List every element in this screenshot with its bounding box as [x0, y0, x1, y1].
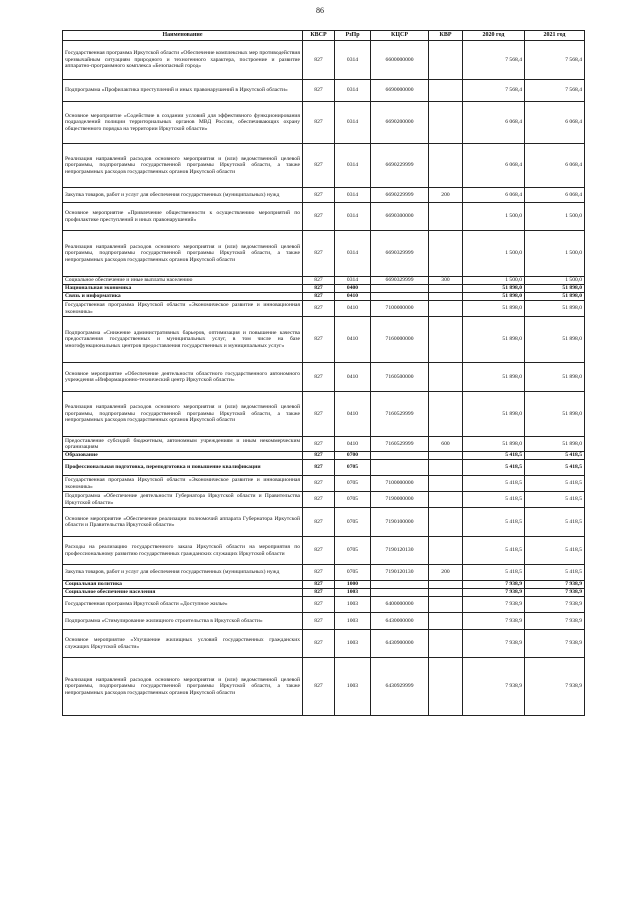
cell-2021: 7 938,9	[525, 589, 585, 597]
cell-kcsr: 7100000000	[371, 301, 429, 317]
cell-kvsr: 827	[303, 203, 335, 231]
cell-2021: 5 418,5	[525, 460, 585, 476]
cell-2020: 51 898,0	[463, 437, 525, 452]
cell-kvsr: 827	[303, 277, 335, 285]
cell-2020: 7 568,4	[463, 41, 525, 80]
cell-kvsr: 827	[303, 231, 335, 277]
cell-kcsr: 6430929999	[371, 658, 429, 716]
cell-2021: 7 938,9	[525, 630, 585, 658]
table-body	[63, 41, 585, 716]
cell-name: Закупка товаров, работ и услуг для обеспечения государственных (муниципальных) нужд	[63, 188, 303, 203]
cell-kvr: 600	[429, 437, 463, 452]
cell-kvsr: 827	[303, 492, 335, 508]
cell-name: Социальное обеспечение населения	[63, 589, 303, 597]
cell-name: Основное мероприятие «Содействие в создании условий для эффективного функционирования подразделений полиции территориальных органов МВД России, обеспечивающих охрану общественного порядка на территории Иркутской области»	[63, 102, 303, 144]
cell-kvr	[429, 203, 463, 231]
cell-rzpr: 0314	[335, 80, 371, 102]
table-row	[63, 188, 585, 203]
cell-kcsr: 6430000000	[371, 613, 429, 630]
cell-name: Профессиональная подготовка, переподготовка и повышение квалификации	[63, 460, 303, 476]
cell-2020: 1 500,0	[463, 277, 525, 285]
cell-name: Образование	[63, 452, 303, 460]
cell-name: Расходы на реализацию государственного заказа Иркутской области на мероприятия по профессиональному развитию государственных гражданских служащих Иркутской области	[63, 537, 303, 565]
cell-2021: 51 898,0	[525, 392, 585, 437]
cell-kvr	[429, 658, 463, 716]
cell-2020: 5 418,5	[463, 460, 525, 476]
cell-name: Реализация направлений расходов основного мероприятия и (или) ведомственной целевой программы, подпрограммы государственной программы Иркутской области, а также непрограммных расходов государственных органов Иркутской области	[63, 392, 303, 437]
cell-2020: 7 568,4	[463, 80, 525, 102]
cell-kvsr: 827	[303, 102, 335, 144]
cell-2021: 6 068,4	[525, 188, 585, 203]
table-row	[63, 492, 585, 508]
cell-2020: 6 068,4	[463, 102, 525, 144]
cell-2020: 1 500,0	[463, 231, 525, 277]
cell-rzpr: 0410	[335, 317, 371, 363]
cell-kvr	[429, 317, 463, 363]
table-row	[63, 231, 585, 277]
cell-rzpr: 0314	[335, 277, 371, 285]
cell-name: Государственная программа Иркутской области «Экономическое развитие и инновационная экономика»	[63, 476, 303, 492]
cell-2020: 7 938,9	[463, 630, 525, 658]
cell-kcsr	[371, 460, 429, 476]
cell-2021: 6 068,4	[525, 102, 585, 144]
cell-name: Подпрограмма «Стимулирование жилищного строительства в Иркутской области»	[63, 613, 303, 630]
cell-rzpr: 0705	[335, 508, 371, 537]
cell-name: Подпрограмма «Профилактика преступлений и иных правонарушений в Иркутской области»	[63, 80, 303, 102]
cell-2021: 1 500,0	[525, 203, 585, 231]
cell-rzpr: 0314	[335, 188, 371, 203]
cell-name: Государственная программа Иркутской области «Обеспечение комплексных мер противодействия чрезвычайным ситуациям природного и техногенного характера, построение и развитие аппаратно-программного комплекса «Безопасный город»	[63, 41, 303, 80]
cell-kcsr	[371, 589, 429, 597]
cell-rzpr: 1003	[335, 597, 371, 613]
cell-2020: 51 898,0	[463, 363, 525, 392]
cell-name: Основное мероприятие «Улучшение жилищных условий государственных гражданских служащих Иркутской области»	[63, 630, 303, 658]
cell-kvsr: 827	[303, 437, 335, 452]
table-row	[63, 589, 585, 597]
cell-kvsr: 827	[303, 613, 335, 630]
cell-kvr	[429, 293, 463, 301]
cell-kvsr: 827	[303, 597, 335, 613]
cell-kvsr: 827	[303, 581, 335, 589]
cell-kcsr	[371, 285, 429, 293]
header-kcsr: КЦСР	[371, 31, 429, 41]
cell-kvsr: 827	[303, 589, 335, 597]
cell-kvsr: 827	[303, 363, 335, 392]
cell-rzpr: 0705	[335, 565, 371, 581]
cell-kvr	[429, 363, 463, 392]
cell-kcsr: 7190100000	[371, 508, 429, 537]
table-row	[63, 452, 585, 460]
cell-kcsr: 6600000000	[371, 41, 429, 80]
cell-rzpr: 0705	[335, 492, 371, 508]
cell-2020: 7 938,9	[463, 613, 525, 630]
cell-2020: 1 500,0	[463, 203, 525, 231]
cell-rzpr: 0410	[335, 392, 371, 437]
table-row	[63, 203, 585, 231]
header-2020: 2020 год	[463, 31, 525, 41]
cell-2020: 5 418,5	[463, 452, 525, 460]
table-row	[63, 581, 585, 589]
cell-rzpr: 0700	[335, 452, 371, 460]
cell-2021: 5 418,5	[525, 537, 585, 565]
table-row	[63, 630, 585, 658]
cell-2021: 7 568,4	[525, 41, 585, 80]
cell-kvsr: 827	[303, 392, 335, 437]
cell-kvsr: 827	[303, 41, 335, 80]
cell-kcsr: 6430900000	[371, 630, 429, 658]
cell-rzpr: 0410	[335, 301, 371, 317]
cell-kcsr: 7160500000	[371, 363, 429, 392]
cell-kvsr: 827	[303, 476, 335, 492]
cell-name: Связь и информатика	[63, 293, 303, 301]
cell-2021: 7 568,4	[525, 80, 585, 102]
cell-name: Государственная программа Иркутской области «Экономическое развитие и инновационная экономика»	[63, 301, 303, 317]
cell-2021: 7 938,9	[525, 597, 585, 613]
cell-kcsr	[371, 293, 429, 301]
cell-name: Предоставление субсидий бюджетным, автономным учреждениям и иным некоммерческим организациям	[63, 437, 303, 452]
cell-name: Подпрограмма «Снижение административных барьеров, оптимизация и повышение качества предоставления государственных и муниципальных услуг, в том числе на базе многофункциональных центров предоставления государственных и муниципальных услуг»	[63, 317, 303, 363]
cell-2020: 5 418,5	[463, 476, 525, 492]
cell-kcsr: 7160529999	[371, 437, 429, 452]
cell-2021: 51 898,0	[525, 293, 585, 301]
cell-2020: 7 938,9	[463, 658, 525, 716]
cell-name: Основное мероприятие «Обеспечение реализации полномочий аппарата Губернатора Иркутской области и Правительства Иркутской области»	[63, 508, 303, 537]
cell-name: Закупка товаров, работ и услуг для обеспечения государственных (муниципальных) нужд	[63, 565, 303, 581]
cell-kcsr: 6690229999	[371, 188, 429, 203]
cell-kcsr: 7160000000	[371, 317, 429, 363]
cell-2021: 7 938,9	[525, 613, 585, 630]
cell-kcsr: 7160529999	[371, 392, 429, 437]
budget-table	[62, 30, 585, 716]
cell-kvr	[429, 476, 463, 492]
header-rzpr: РзПр	[335, 31, 371, 41]
cell-rzpr: 1003	[335, 630, 371, 658]
cell-name: Основное мероприятие «Обеспечение деятельности областного государственного автономного учреждения «Информационно-технический центр Иркутской области»	[63, 363, 303, 392]
cell-kvr	[429, 597, 463, 613]
header-kvsr: КВСР	[303, 31, 335, 41]
cell-name: Социальное обеспечение и иные выплаты населению	[63, 277, 303, 285]
cell-2020: 51 898,0	[463, 392, 525, 437]
cell-kvsr: 827	[303, 188, 335, 203]
table-row	[63, 80, 585, 102]
cell-2020: 5 418,5	[463, 508, 525, 537]
table-row	[63, 293, 585, 301]
cell-2021: 5 418,5	[525, 476, 585, 492]
cell-kvr	[429, 492, 463, 508]
cell-2020: 51 898,0	[463, 317, 525, 363]
cell-2021: 1 500,0	[525, 231, 585, 277]
cell-kcsr: 6690000000	[371, 80, 429, 102]
cell-kvsr: 827	[303, 508, 335, 537]
cell-2021: 51 898,0	[525, 317, 585, 363]
cell-rzpr: 0410	[335, 437, 371, 452]
cell-kcsr: 7190000000	[371, 492, 429, 508]
cell-rzpr: 0314	[335, 203, 371, 231]
table-row	[63, 460, 585, 476]
cell-name: Национальная экономика	[63, 285, 303, 293]
cell-rzpr: 0410	[335, 293, 371, 301]
cell-name: Государственная программа Иркутской области «Доступное жилье»	[63, 597, 303, 613]
cell-rzpr: 0314	[335, 102, 371, 144]
header-name: Наименование	[63, 31, 303, 41]
table-row	[63, 277, 585, 285]
cell-kvsr: 827	[303, 565, 335, 581]
cell-name: Социальная политика	[63, 581, 303, 589]
cell-rzpr: 0705	[335, 476, 371, 492]
cell-rzpr: 0314	[335, 41, 371, 80]
cell-kcsr: 6690200000	[371, 102, 429, 144]
cell-2021: 51 898,0	[525, 437, 585, 452]
table-row	[63, 597, 585, 613]
cell-rzpr: 1003	[335, 589, 371, 597]
cell-kvsr: 827	[303, 630, 335, 658]
cell-kvr: 200	[429, 188, 463, 203]
cell-2021: 5 418,5	[525, 508, 585, 537]
table-row	[63, 144, 585, 188]
cell-kcsr: 7190120130	[371, 565, 429, 581]
cell-2020: 7 938,9	[463, 597, 525, 613]
cell-kvr	[429, 581, 463, 589]
cell-name: Реализация направлений расходов основного мероприятия и (или) ведомственной целевой программы, подпрограммы государственной программы Иркутской области, а также непрограммных расходов государственных органов Иркутской области	[63, 144, 303, 188]
cell-2021: 1 500,0	[525, 277, 585, 285]
cell-rzpr: 0705	[335, 537, 371, 565]
cell-kvr: 300	[429, 277, 463, 285]
cell-kvr	[429, 301, 463, 317]
cell-2020: 5 418,5	[463, 537, 525, 565]
cell-kvsr: 827	[303, 285, 335, 293]
cell-2020: 7 938,9	[463, 581, 525, 589]
table-row	[63, 102, 585, 144]
table-row	[63, 285, 585, 293]
cell-rzpr: 1003	[335, 658, 371, 716]
cell-kvr	[429, 231, 463, 277]
cell-2020: 51 898,0	[463, 293, 525, 301]
cell-2020: 6 068,4	[463, 144, 525, 188]
cell-rzpr: 0705	[335, 460, 371, 476]
cell-kcsr: 6690329999	[371, 277, 429, 285]
header-kvr: КВР	[429, 31, 463, 41]
cell-2020: 51 898,0	[463, 301, 525, 317]
cell-2021: 7 938,9	[525, 658, 585, 716]
cell-2020: 5 418,5	[463, 565, 525, 581]
cell-2020: 7 938,9	[463, 589, 525, 597]
table-row	[63, 363, 585, 392]
table-row	[63, 658, 585, 716]
cell-rzpr: 0314	[335, 144, 371, 188]
cell-kvr: 200	[429, 565, 463, 581]
cell-kvr	[429, 452, 463, 460]
cell-name: Основное мероприятие «Привлечение общественности к осуществлению мероприятий по профилактике преступлений и иных правонарушений»	[63, 203, 303, 231]
cell-kvsr: 827	[303, 460, 335, 476]
cell-kvsr: 827	[303, 452, 335, 460]
cell-name: Реализация направлений расходов основного мероприятия и (или) ведомственной целевой программы, подпрограммы государственной программы Иркутской области, а также непрограммных расходов государственных органов Иркутской области	[63, 231, 303, 277]
cell-2020: 5 418,5	[463, 492, 525, 508]
table-row	[63, 476, 585, 492]
cell-kcsr: 6690329999	[371, 231, 429, 277]
table-row	[63, 437, 585, 452]
table-header-row	[63, 31, 585, 41]
cell-kvsr: 827	[303, 317, 335, 363]
cell-kvr	[429, 613, 463, 630]
cell-2021: 5 418,5	[525, 565, 585, 581]
table-row	[63, 508, 585, 537]
cell-rzpr: 0400	[335, 285, 371, 293]
cell-rzpr: 0314	[335, 231, 371, 277]
table-row	[63, 537, 585, 565]
cell-kvsr: 827	[303, 144, 335, 188]
cell-kvsr: 827	[303, 301, 335, 317]
cell-kvsr: 827	[303, 80, 335, 102]
cell-kvr	[429, 537, 463, 565]
cell-kvr	[429, 285, 463, 293]
table-row	[63, 41, 585, 80]
cell-kvr	[429, 630, 463, 658]
cell-kvr	[429, 392, 463, 437]
cell-2021: 51 898,0	[525, 363, 585, 392]
cell-2021: 6 068,4	[525, 144, 585, 188]
table-row	[63, 301, 585, 317]
cell-2021: 5 418,5	[525, 452, 585, 460]
cell-kvr	[429, 460, 463, 476]
cell-kvr	[429, 589, 463, 597]
page-number: 86	[316, 6, 324, 15]
cell-kcsr: 6690229999	[371, 144, 429, 188]
cell-name: Реализация направлений расходов основного мероприятия и (или) ведомственной целевой программы, подпрограммы государственной программы Иркутской области, а также непрограммных расходов государственных органов Иркутской области	[63, 658, 303, 716]
cell-2021: 5 418,5	[525, 492, 585, 508]
cell-kcsr	[371, 452, 429, 460]
cell-kvsr: 827	[303, 293, 335, 301]
cell-rzpr: 1000	[335, 581, 371, 589]
table-row	[63, 613, 585, 630]
table-row	[63, 565, 585, 581]
cell-kvr	[429, 508, 463, 537]
cell-2020: 51 898,0	[463, 285, 525, 293]
cell-kvr	[429, 80, 463, 102]
cell-kcsr: 7190120130	[371, 537, 429, 565]
cell-rzpr: 0410	[335, 363, 371, 392]
cell-kvr	[429, 41, 463, 80]
cell-name: Подпрограмма «Обеспечение деятельности Губернатора Иркутской области и Правительства Иркутской области»	[63, 492, 303, 508]
cell-2021: 7 938,9	[525, 581, 585, 589]
cell-kcsr	[371, 581, 429, 589]
cell-rzpr: 1003	[335, 613, 371, 630]
table-row	[63, 317, 585, 363]
table-row	[63, 392, 585, 437]
cell-2021: 51 898,0	[525, 285, 585, 293]
cell-2020: 6 068,4	[463, 188, 525, 203]
cell-2021: 51 898,0	[525, 301, 585, 317]
cell-kvr	[429, 102, 463, 144]
cell-kcsr: 7100000000	[371, 476, 429, 492]
cell-kcsr: 6400000000	[371, 597, 429, 613]
header-2021: 2021 год	[525, 31, 585, 41]
cell-kvr	[429, 144, 463, 188]
cell-kvsr: 827	[303, 658, 335, 716]
cell-kvsr: 827	[303, 537, 335, 565]
cell-kcsr: 6690300000	[371, 203, 429, 231]
